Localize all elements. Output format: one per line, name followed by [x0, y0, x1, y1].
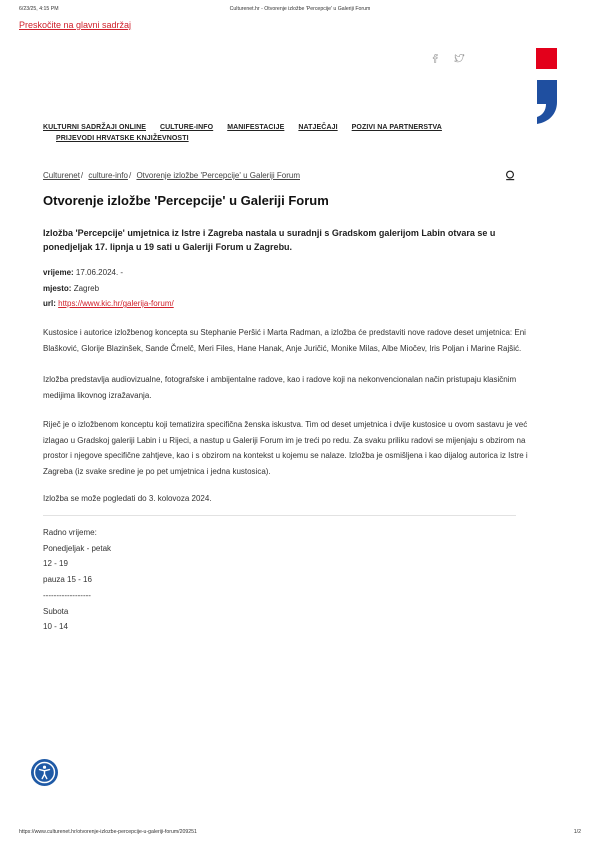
breadcrumb-home[interactable]: Culturenet — [43, 171, 80, 180]
nav-item-pozivi[interactable]: POZIVI NA PARTNERSTVA — [351, 124, 442, 131]
breadcrumb-culture-info[interactable]: culture-info — [88, 171, 128, 180]
culturenet-logo[interactable] — [535, 48, 557, 124]
hours-line: pauza 15 - 16 — [43, 575, 92, 585]
logo-blue-comma — [535, 80, 557, 124]
meta-time — [43, 265, 174, 281]
nav-item-natjecaji[interactable]: NATJEČAJI — [298, 124, 338, 131]
page-title: Otvorenje izložbe 'Percepcije' u Galeriji Forum — [43, 193, 329, 208]
hours-line: ------------------ — [43, 590, 91, 600]
twitter-icon[interactable] — [454, 50, 464, 60]
event-meta — [43, 265, 174, 312]
meta-url — [43, 296, 174, 312]
meta-time-label: vrijeme: — [43, 268, 74, 277]
nav-item-manifestacije[interactable]: MANIFESTACIJE — [227, 124, 285, 131]
article-lead: Izložba 'Percepcije' umjetnica iz Istre i Zagreba nastala u suradnji s Gradskom galerijom Labin otvara se u ponedjeljak 17. lipnja u 19 sati u Galeriji Forum u Zagrebu. — [43, 228, 496, 252]
hours-line: Subota — [43, 606, 69, 616]
nav-item-prijevodi[interactable]: PRIJEVODI HRVATSKE KNJIŽEVNOSTI — [56, 135, 189, 142]
article-paragraph: Izložba se može pogledati do 3. kolovoza 2024. — [43, 494, 212, 503]
search-icon[interactable] — [505, 168, 516, 179]
print-page-number: 1/2 — [573, 829, 581, 835]
breadcrumb — [43, 171, 300, 180]
meta-time-value: 17.06.2024. - — [75, 268, 124, 277]
social-links — [430, 50, 464, 60]
article-paragraph: Kustosice i autorice izložbenog koncepta su Stephanie Peršić i Marta Radman, a izložba će predstaviti nove radove deset umjetnica: Eni Blašković, Glorije Blazinšek, Sande Črnelč, Meri Files, Hane Hanak, Anje Juričić, Monike Milas, Albe Miočev, Iris Poljan i Marine Rajšić. — [43, 328, 526, 353]
meta-url-link[interactable]: https://www.kic.hr/galerija-forum/ — [58, 299, 174, 308]
nav-item-culture-info[interactable]: CULTURE-INFO — [160, 124, 214, 131]
hours-line: 10 - 14 — [43, 622, 68, 632]
article-paragraph: Izložba predstavlja audiovizualne, fotografske i ambijentalne radove, kao i radove koji na nekonvencionalan način pristupaju klasičnim medijima likovnog izražavanja. — [43, 375, 517, 400]
meta-place-label: mjesto: — [43, 283, 72, 293]
skip-to-content-link[interactable]: Preskočite na glavni sadržaj — [19, 20, 132, 30]
hours-line: 12 - 19 — [43, 559, 68, 569]
print-url: https://www.culturenet.hr/otvorenje-izlozbe-percepcije-u-galeriji-forum/209251 — [19, 829, 197, 835]
divider — [43, 515, 516, 516]
article-paragraph: Riječ je o izložbenom konceptu koji tematizira specifična ženska iskustva. Tim od deset umjetnica i dvije kustosice u ovom sastavu je već izlagao u Gradskoj galeriji Labin i u Rijeci, a nastup u Galeriji Forum im je treći po redu. Za svaku priliku radovi se mijenjaju s obzirom na prostor i njegove specifične zahtjeve, kao i s obzirom na kontekst u kojemu se nalaze. Izložba je osmišljena i kao dijalog autorica iz Istre i Zagreba (iz svake sredine je po pet umjetnica i jedna kustosica). — [43, 420, 528, 476]
print-page-title: Culturenet.hr - Otvorenje izložbe 'Percepcije' u Galeriji Forum — [229, 6, 371, 12]
facebook-icon[interactable] — [430, 50, 440, 60]
meta-url-label: url: — [43, 299, 56, 308]
accessibility-button[interactable] — [31, 759, 58, 786]
breadcrumb-current[interactable]: Otvorenje izložbe 'Percepcije' u Galeriji Forum — [136, 171, 300, 180]
nav-item-kulturni-sadrzaji[interactable]: KULTURNI SADRŽAJI ONLINE — [43, 124, 146, 131]
accessibility-icon — [31, 759, 58, 786]
hours-line: Ponedjeljak - petak — [43, 543, 112, 553]
meta-place-value: Zagreb — [73, 283, 100, 293]
breadcrumb-separator: / — [128, 171, 132, 180]
main-nav — [43, 124, 463, 142]
meta-place — [43, 281, 174, 297]
logo-red-square — [536, 48, 557, 69]
breadcrumb-separator: / — [80, 171, 84, 180]
print-datetime: 6/23/25, 4:15 PM — [19, 6, 59, 12]
hours-line: Radno vrijeme: — [43, 528, 97, 537]
opening-hours — [43, 525, 111, 635]
